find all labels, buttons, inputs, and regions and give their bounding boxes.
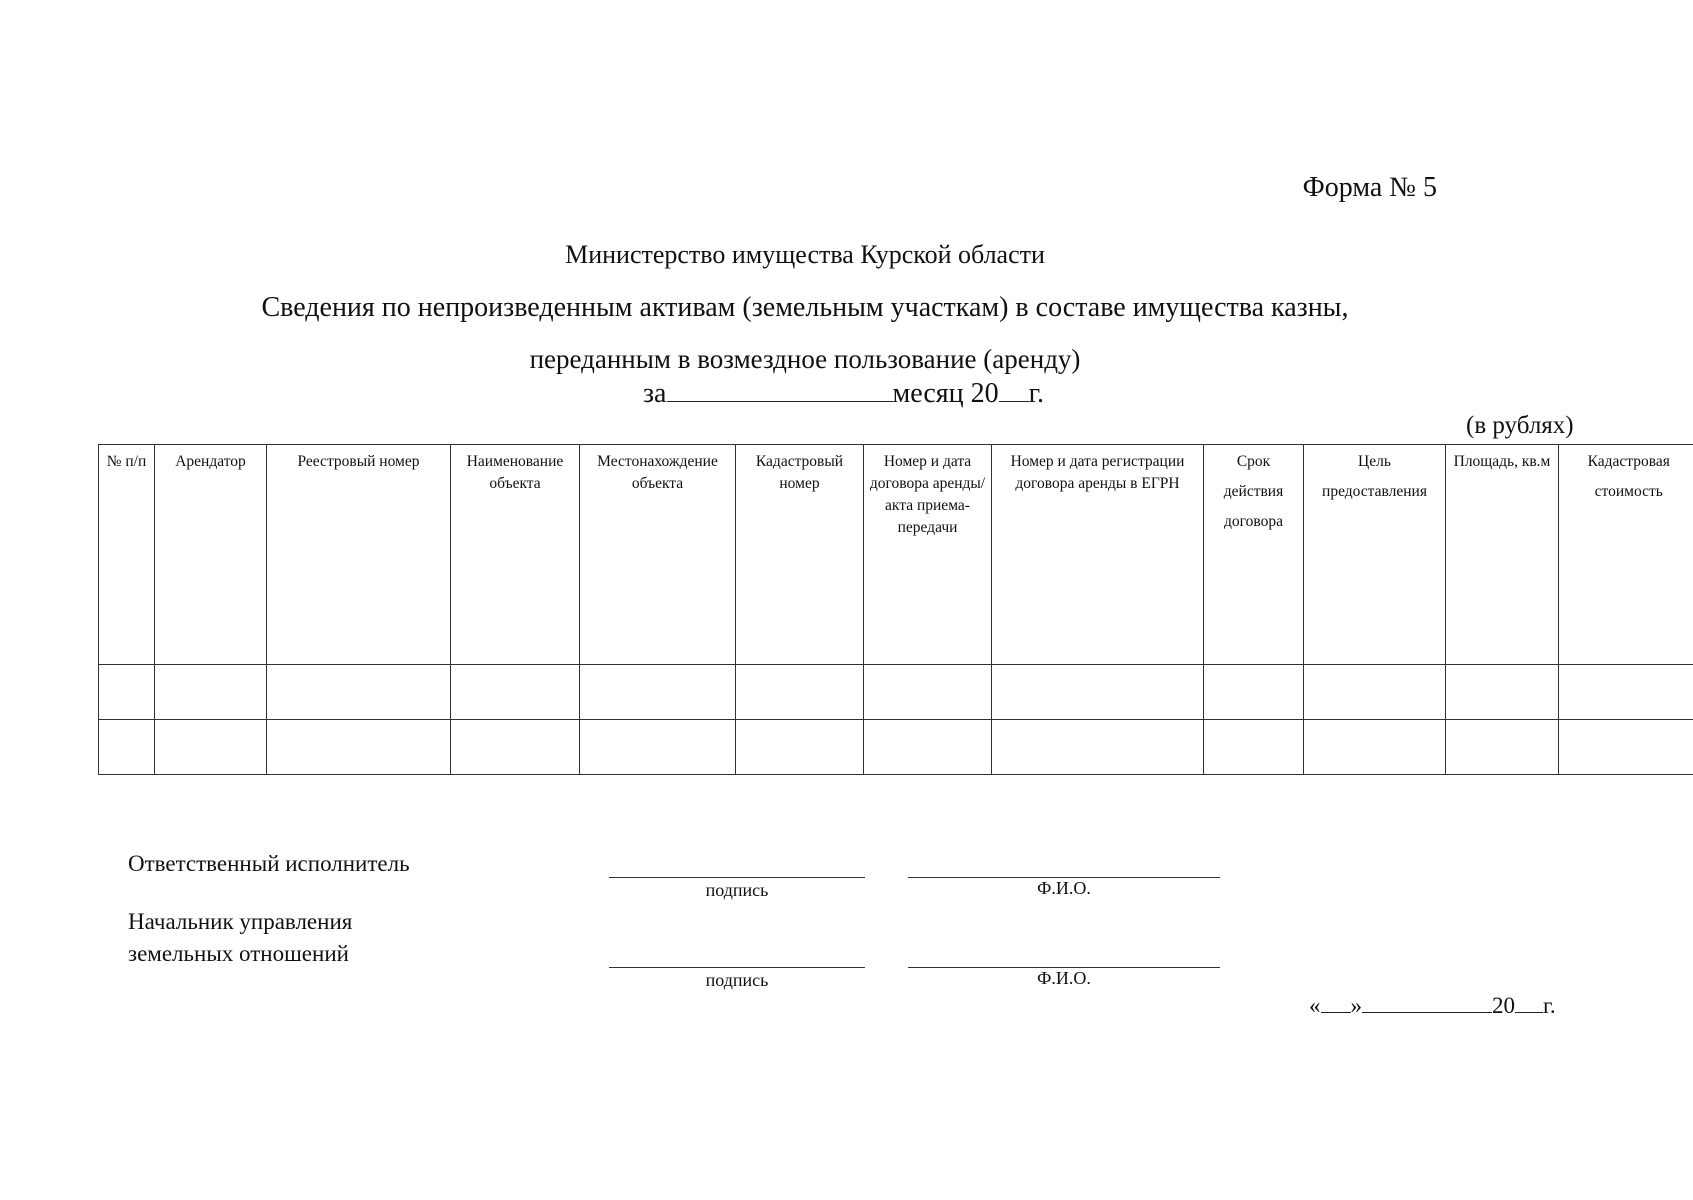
column-header: Номер и дата регистрации договора аренды в ЕГРН: [992, 445, 1204, 665]
units-note: (в рублях): [1466, 412, 1574, 439]
table-row: [99, 665, 1693, 720]
table-cell[interactable]: [864, 720, 992, 775]
period-year-blank: [999, 400, 1029, 402]
column-header: Реестровый номер: [267, 445, 451, 665]
period-suffix: г.: [1028, 378, 1044, 409]
table-cell[interactable]: [580, 665, 736, 720]
table-row: [99, 720, 1693, 775]
executor-signature-line[interactable]: [609, 877, 865, 878]
head-signature-caption: подпись: [705, 970, 769, 990]
column-header: № п/п: [99, 445, 155, 665]
table-cell[interactable]: [1559, 665, 1693, 720]
executor-signature-caption: подпись: [705, 880, 769, 900]
table-cell[interactable]: [1304, 665, 1446, 720]
table-cell[interactable]: [992, 720, 1204, 775]
table-cell[interactable]: [1304, 720, 1446, 775]
date-open-quote: «: [1309, 993, 1321, 1018]
column-header: Площадь, кв.м: [1446, 445, 1559, 665]
head-label-line1: Начальник управления: [128, 909, 353, 934]
column-header: Цель предоставления: [1304, 445, 1446, 665]
head-label-line2: земельных отношений: [128, 941, 349, 966]
head-signature-line[interactable]: [609, 967, 865, 968]
table-cell[interactable]: [155, 665, 267, 720]
column-header: Арендатор: [155, 445, 267, 665]
column-header: Местонахождение объекта: [580, 445, 736, 665]
table-cell[interactable]: [99, 720, 155, 775]
date-year-prefix: 20: [1492, 993, 1515, 1018]
date-year-blank[interactable]: [1515, 1011, 1543, 1013]
column-header: Кадастровая стоимость: [1559, 445, 1693, 665]
table-cell[interactable]: [1446, 720, 1559, 775]
table-header-row: [99, 445, 1693, 665]
table-cell[interactable]: [99, 665, 155, 720]
table-cell[interactable]: [1559, 720, 1693, 775]
period-month: месяц 20: [892, 378, 999, 409]
executor-name-caption: Ф.И.О.: [1037, 878, 1091, 898]
report-title-line2: переданным в возмездное пользование (аренду): [529, 344, 1081, 374]
period-prefix: за: [643, 378, 667, 409]
table-cell[interactable]: [451, 720, 580, 775]
column-header: Номер и дата договора аренды/акта приема-передачи: [864, 445, 992, 665]
table-cell[interactable]: [1204, 665, 1304, 720]
table-cell[interactable]: [580, 720, 736, 775]
date-day-blank[interactable]: [1321, 1011, 1351, 1013]
table-cell[interactable]: [1446, 665, 1559, 720]
form-number: Форма № 5: [1302, 172, 1437, 203]
date-line: [1309, 993, 1556, 1019]
table-cell[interactable]: [864, 665, 992, 720]
ministry-name: Министерство имущества Курской области: [565, 240, 1045, 269]
column-header: Наименование объекта: [451, 445, 580, 665]
date-year-suffix: г.: [1543, 993, 1556, 1018]
report-table: [98, 444, 1693, 775]
table-cell[interactable]: [992, 665, 1204, 720]
date-month-blank[interactable]: [1362, 1011, 1492, 1013]
table-cell[interactable]: [155, 720, 267, 775]
column-header: Кадастровый номер: [736, 445, 864, 665]
table-cell[interactable]: [1204, 720, 1304, 775]
table-cell[interactable]: [267, 665, 451, 720]
report-period: [643, 378, 1044, 410]
period-month-blank: [667, 400, 893, 402]
date-close-quote: »: [1350, 993, 1362, 1018]
executor-label: Ответственный исполнитель: [128, 851, 410, 876]
table-cell[interactable]: [736, 665, 864, 720]
head-name-caption: Ф.И.О.: [1037, 968, 1091, 988]
column-header: Срок действия договора: [1204, 445, 1304, 665]
table-cell[interactable]: [267, 720, 451, 775]
table-cell[interactable]: [736, 720, 864, 775]
table-cell[interactable]: [451, 665, 580, 720]
report-title-line1: Сведения по непроизведенным активам (земельным участкам) в составе имущества казны,: [261, 292, 1349, 323]
